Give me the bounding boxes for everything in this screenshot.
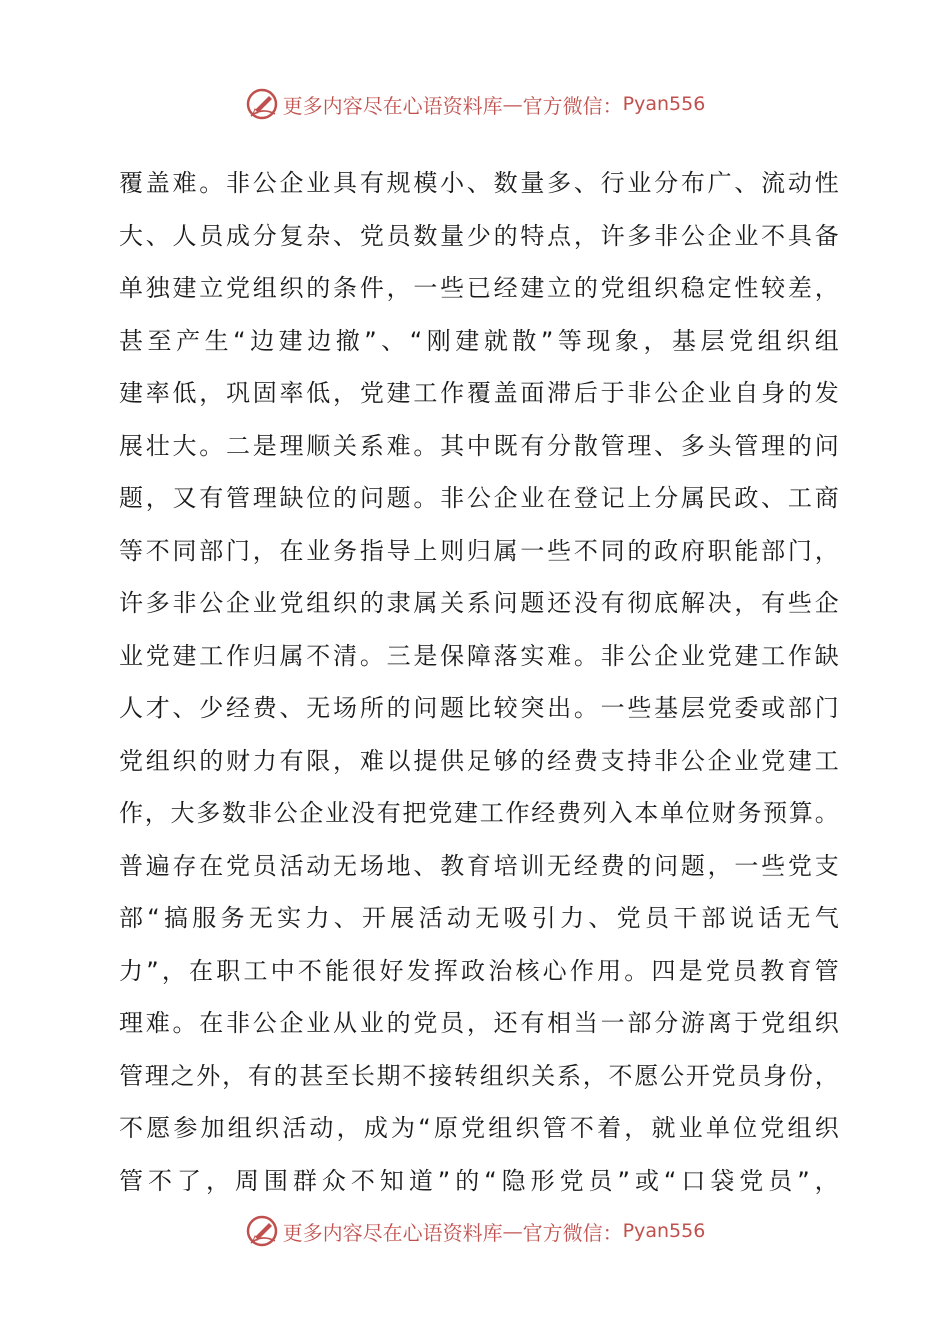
body-line: 理难。在非公企业从业的党员，还有相当一部分游离于党组织 [119,1009,839,1037]
body-line: 单独建立党组织的条件，一些已经建立的党组织稳定性较差， [119,274,839,302]
body-line: 部“搞服务无实力、开展活动无吸引力、党员干部说话无气 [119,904,839,932]
body-line: 许多非公企业党组织的隶属关系问题还没有彻底解决，有些企 [119,589,839,617]
body-line: 不愿参加组织活动，成为“原党组织管不着，就业单位党组织 [119,1114,839,1142]
body-line: 建率低，巩固率低，党建工作覆盖面滞后于非公企业自身的发 [119,379,839,407]
watermark-dash: — [502,92,523,116]
body-line: 覆盖难。非公企业具有规模小、数量多、行业分布广、流动性 [119,169,839,197]
footer-watermark [0,1211,950,1251]
body-line: 党组织的财力有限，难以提供足够的经费支持非公企业党建工 [119,746,839,775]
body-line: 管理之外，有的甚至长期不接转组织关系，不愿公开党员身份， [119,1061,839,1090]
body-line: 管不了，周围群众不知道”的“隐形党员”或“口袋党员”， [119,1166,839,1195]
body-line: 展壮大。二是理顺关系难。其中既有分散管理、多头管理的问 [119,431,839,460]
watermark-brand: 更多内容尽在心语资料库 [282,93,503,118]
watermark-wechat-label: 官方微信： [522,93,623,118]
body-line: 甚至产生“边建边撤”、“刚建就散”等现象，基层党组织组 [119,326,839,355]
body-line: 业党建工作归属不清。三是保障落实难。非公企业党建工作缺 [119,641,839,670]
watermark-dash: — [502,1219,523,1243]
body-line: 作，大多数非公企业没有把党建工作经费列入本单位财务预算。 [119,799,839,827]
pen-seal-icon [245,1214,279,1248]
pen-seal-icon [245,87,279,121]
body-line: 人才、少经费、无场所的问题比较突出。一些基层党委或部门 [119,694,839,722]
watermark-wechat-id: Pyan556 [622,1220,706,1242]
body-line: 大、人员成分复杂、党员数量少的特点，许多非公企业不具备 [119,221,839,250]
body-line: 等不同部门，在业务指导上则归属一些不同的政府职能部门， [119,536,839,565]
header-watermark [0,84,950,124]
body-line: 题，又有管理缺位的问题。非公企业在登记上分属民政、工商 [119,484,839,512]
document-body [119,157,839,1207]
body-line: 力”，在职工中不能很好发挥政治核心作用。四是党员教育管 [119,956,839,985]
watermark-wechat-id: Pyan556 [622,93,706,115]
watermark-wechat-label: 官方微信： [522,1220,623,1245]
body-line: 普遍存在党员活动无场地、教育培训无经费的问题，一些党支 [119,851,839,880]
watermark-brand: 更多内容尽在心语资料库 [282,1220,503,1245]
